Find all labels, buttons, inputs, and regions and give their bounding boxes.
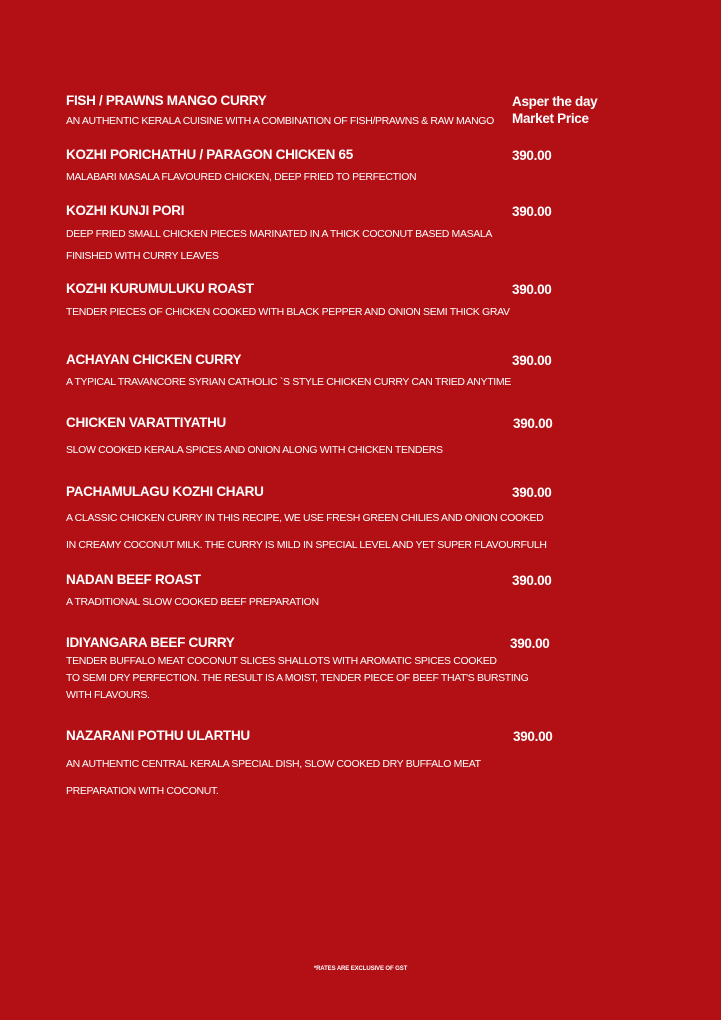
menu-item-name: KOZHI PORICHATHU / PARAGON CHICKEN 65 xyxy=(66,147,353,162)
menu-item-description: A TRADITIONAL SLOW COOKED BEEF PREPARATION xyxy=(66,596,319,608)
menu-item-price: 390.00 xyxy=(512,282,552,297)
menu-item-name: FISH / PRAWNS MANGO CURRY xyxy=(66,93,267,108)
menu-item-description: SLOW COOKED KERALA SPICES AND ONION ALONG WITH CHICKEN TENDERS xyxy=(66,444,443,456)
menu-item-description: PREPARATION WITH COCONUT. xyxy=(66,785,219,797)
menu-item-price: 390.00 xyxy=(510,636,550,651)
menu-item-price: 390.00 xyxy=(512,485,552,500)
menu-item-description: A TYPICAL TRAVANCORE SYRIAN CATHOLIC `S STYLE CHICKEN CURRY CAN TRIED ANYTIME xyxy=(66,376,511,388)
gst-note: *RATES ARE EXCLUSIVE OF GST xyxy=(313,966,408,972)
menu-item-description: TENDER PIECES OF CHICKEN COOKED WITH BLACK PEPPER AND ONION SEMI THICK GRAV xyxy=(66,306,510,318)
menu-item-price: 390.00 xyxy=(512,353,552,368)
menu-item-description: AN AUTHENTIC KERALA CUISINE WITH A COMBINATION OF FISH/PRAWNS & RAW MANGO xyxy=(66,115,494,127)
menu-item-description: A CLASSIC CHICKEN CURRY IN THIS RECIPE, WE USE FRESH GREEN CHILIES AND ONION COOKED xyxy=(66,512,544,524)
menu-item-price: 390.00 xyxy=(512,204,552,219)
menu-item-price: 390.00 xyxy=(513,729,553,744)
menu-item-description: MALABARI MASALA FLAVOURED CHICKEN, DEEP FRIED TO PERFECTION xyxy=(66,171,417,183)
menu-item-description: WITH FLAVOURS. xyxy=(66,689,150,701)
menu-item-name: KOZHI KUNJI PORI xyxy=(66,203,185,218)
menu-item-name: ACHAYAN CHICKEN CURRY xyxy=(66,352,242,367)
menu-item-price xyxy=(512,93,597,127)
menu-item-price: 390.00 xyxy=(512,573,552,588)
menu-item-name: KOZHI KURUMULUKU ROAST xyxy=(66,281,254,296)
menu-item-price: 390.00 xyxy=(513,416,553,431)
menu-item-description: AN AUTHENTIC CENTRAL KERALA SPECIAL DISH, SLOW COOKED DRY BUFFALO MEAT xyxy=(66,758,481,770)
menu-item-price-line1: Asper the day xyxy=(512,94,598,109)
menu-item-name: PACHAMULAGU KOZHI CHARU xyxy=(66,484,264,499)
menu-item-description: IN CREAMY COCONUT MILK. THE CURRY IS MILD IN SPECIAL LEVEL AND YET SUPER FLAVOURFULH xyxy=(66,539,547,551)
menu-item-description: TO SEMI DRY PERFECTION. THE RESULT IS A MOIST, TENDER PIECE OF BEEF THAT'S BURSTING xyxy=(66,672,529,684)
menu-item-name: CHICKEN VARATTIYATHU xyxy=(66,415,227,430)
menu-item-description: DEEP FRIED SMALL CHICKEN PIECES MARINATED IN A THICK COCONUT BASED MASALA xyxy=(66,228,493,240)
menu-item-name: NAZARANI POTHU ULARTHU xyxy=(66,728,250,743)
menu-item-name: NADAN BEEF ROAST xyxy=(66,572,201,587)
menu-item-price-line2: Market Price xyxy=(512,111,589,126)
menu-item-description: FINISHED WITH CURRY LEAVES xyxy=(66,250,219,262)
menu-item-price: 390.00 xyxy=(512,148,552,163)
menu-item-name: IDIYANGARA BEEF CURRY xyxy=(66,635,235,650)
menu-item-description: TENDER BUFFALO MEAT COCONUT SLICES SHALLOTS WITH AROMATIC SPICES COOKED xyxy=(66,655,497,667)
